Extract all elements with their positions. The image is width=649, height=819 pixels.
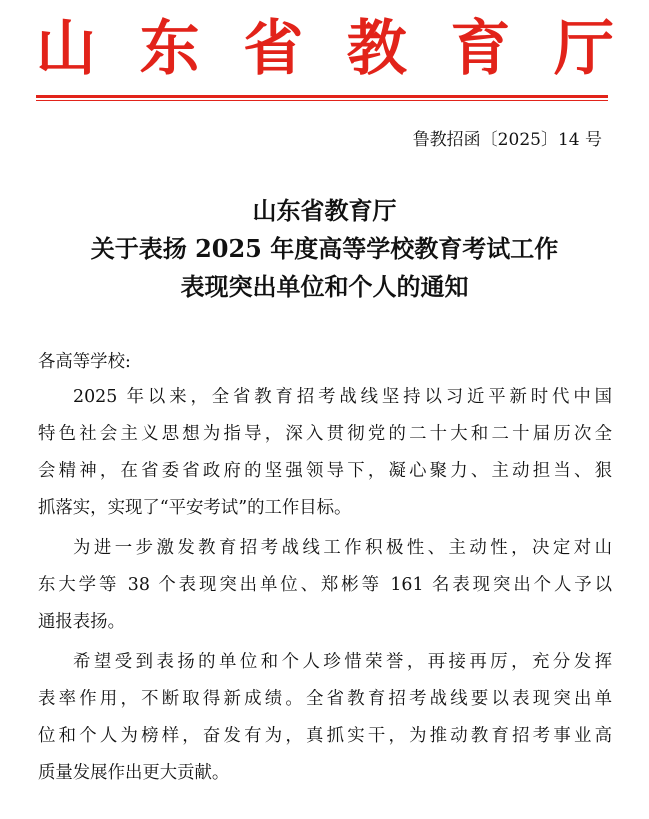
paragraph-line: 位和个人为榜样，奋发有为，真抓实干，为推动教育招考事业高 <box>38 726 612 746</box>
notice-title <box>20 192 629 306</box>
masthead-title <box>36 10 614 88</box>
paragraph-line: 特色社会主义思想为指导，深入贯彻党的二十大和二十届历次全 <box>38 424 612 444</box>
paragraph-line: 希望受到表扬的单位和个人珍惜荣誉，再接再厉，充分发挥 <box>73 652 612 672</box>
paragraph-3 <box>38 644 612 792</box>
masthead-char: 厅 <box>553 14 614 84</box>
paragraph-line: 会精神，在省委省政府的坚强领导下，凝心聚力、主动担当、狠 <box>38 461 612 481</box>
paragraph-line: 东大学等 38 个表现突出单位、郑彬等 161 名表现突出个人予以 <box>38 575 612 595</box>
paragraph-line: 抓落实，实现了“平安考试”的工作目标。 <box>38 498 352 518</box>
red-divider-thin <box>36 100 608 101</box>
paragraph-line: 2025 年以来，全省教育招考战线坚持以习近平新时代中国 <box>73 387 612 407</box>
paragraph-1 <box>38 379 612 527</box>
salutation: 各高等学校: <box>38 352 131 372</box>
masthead-char: 省 <box>243 14 304 84</box>
paragraph-line: 通报表扬。 <box>38 612 125 632</box>
masthead-char: 山 <box>36 14 96 84</box>
notice-body <box>38 345 612 795</box>
paragraph-line: 为进一步激发教育招考战线工作积极性、主动性，决定对山 <box>73 538 612 558</box>
paragraph-2 <box>38 530 612 641</box>
paragraph-line: 质量发展作出更大贡献。 <box>38 763 230 783</box>
masthead-char: 育 <box>450 14 511 84</box>
red-divider-thick <box>36 95 608 98</box>
document-number: 鲁教招函〔2025〕14 号 <box>412 130 602 150</box>
paragraph-line: 表率作用，不断取得新成绩。全省教育招考战线要以表现突出单 <box>38 689 612 709</box>
title-line-1: 山东省教育厅 <box>252 196 397 225</box>
title-line-2: 关于表扬 2025 年度高等学校教育考试工作 <box>90 234 559 263</box>
masthead-char: 东 <box>139 14 200 84</box>
masthead-char: 教 <box>346 14 407 84</box>
title-line-3: 表现突出单位和个人的通知 <box>180 272 469 301</box>
